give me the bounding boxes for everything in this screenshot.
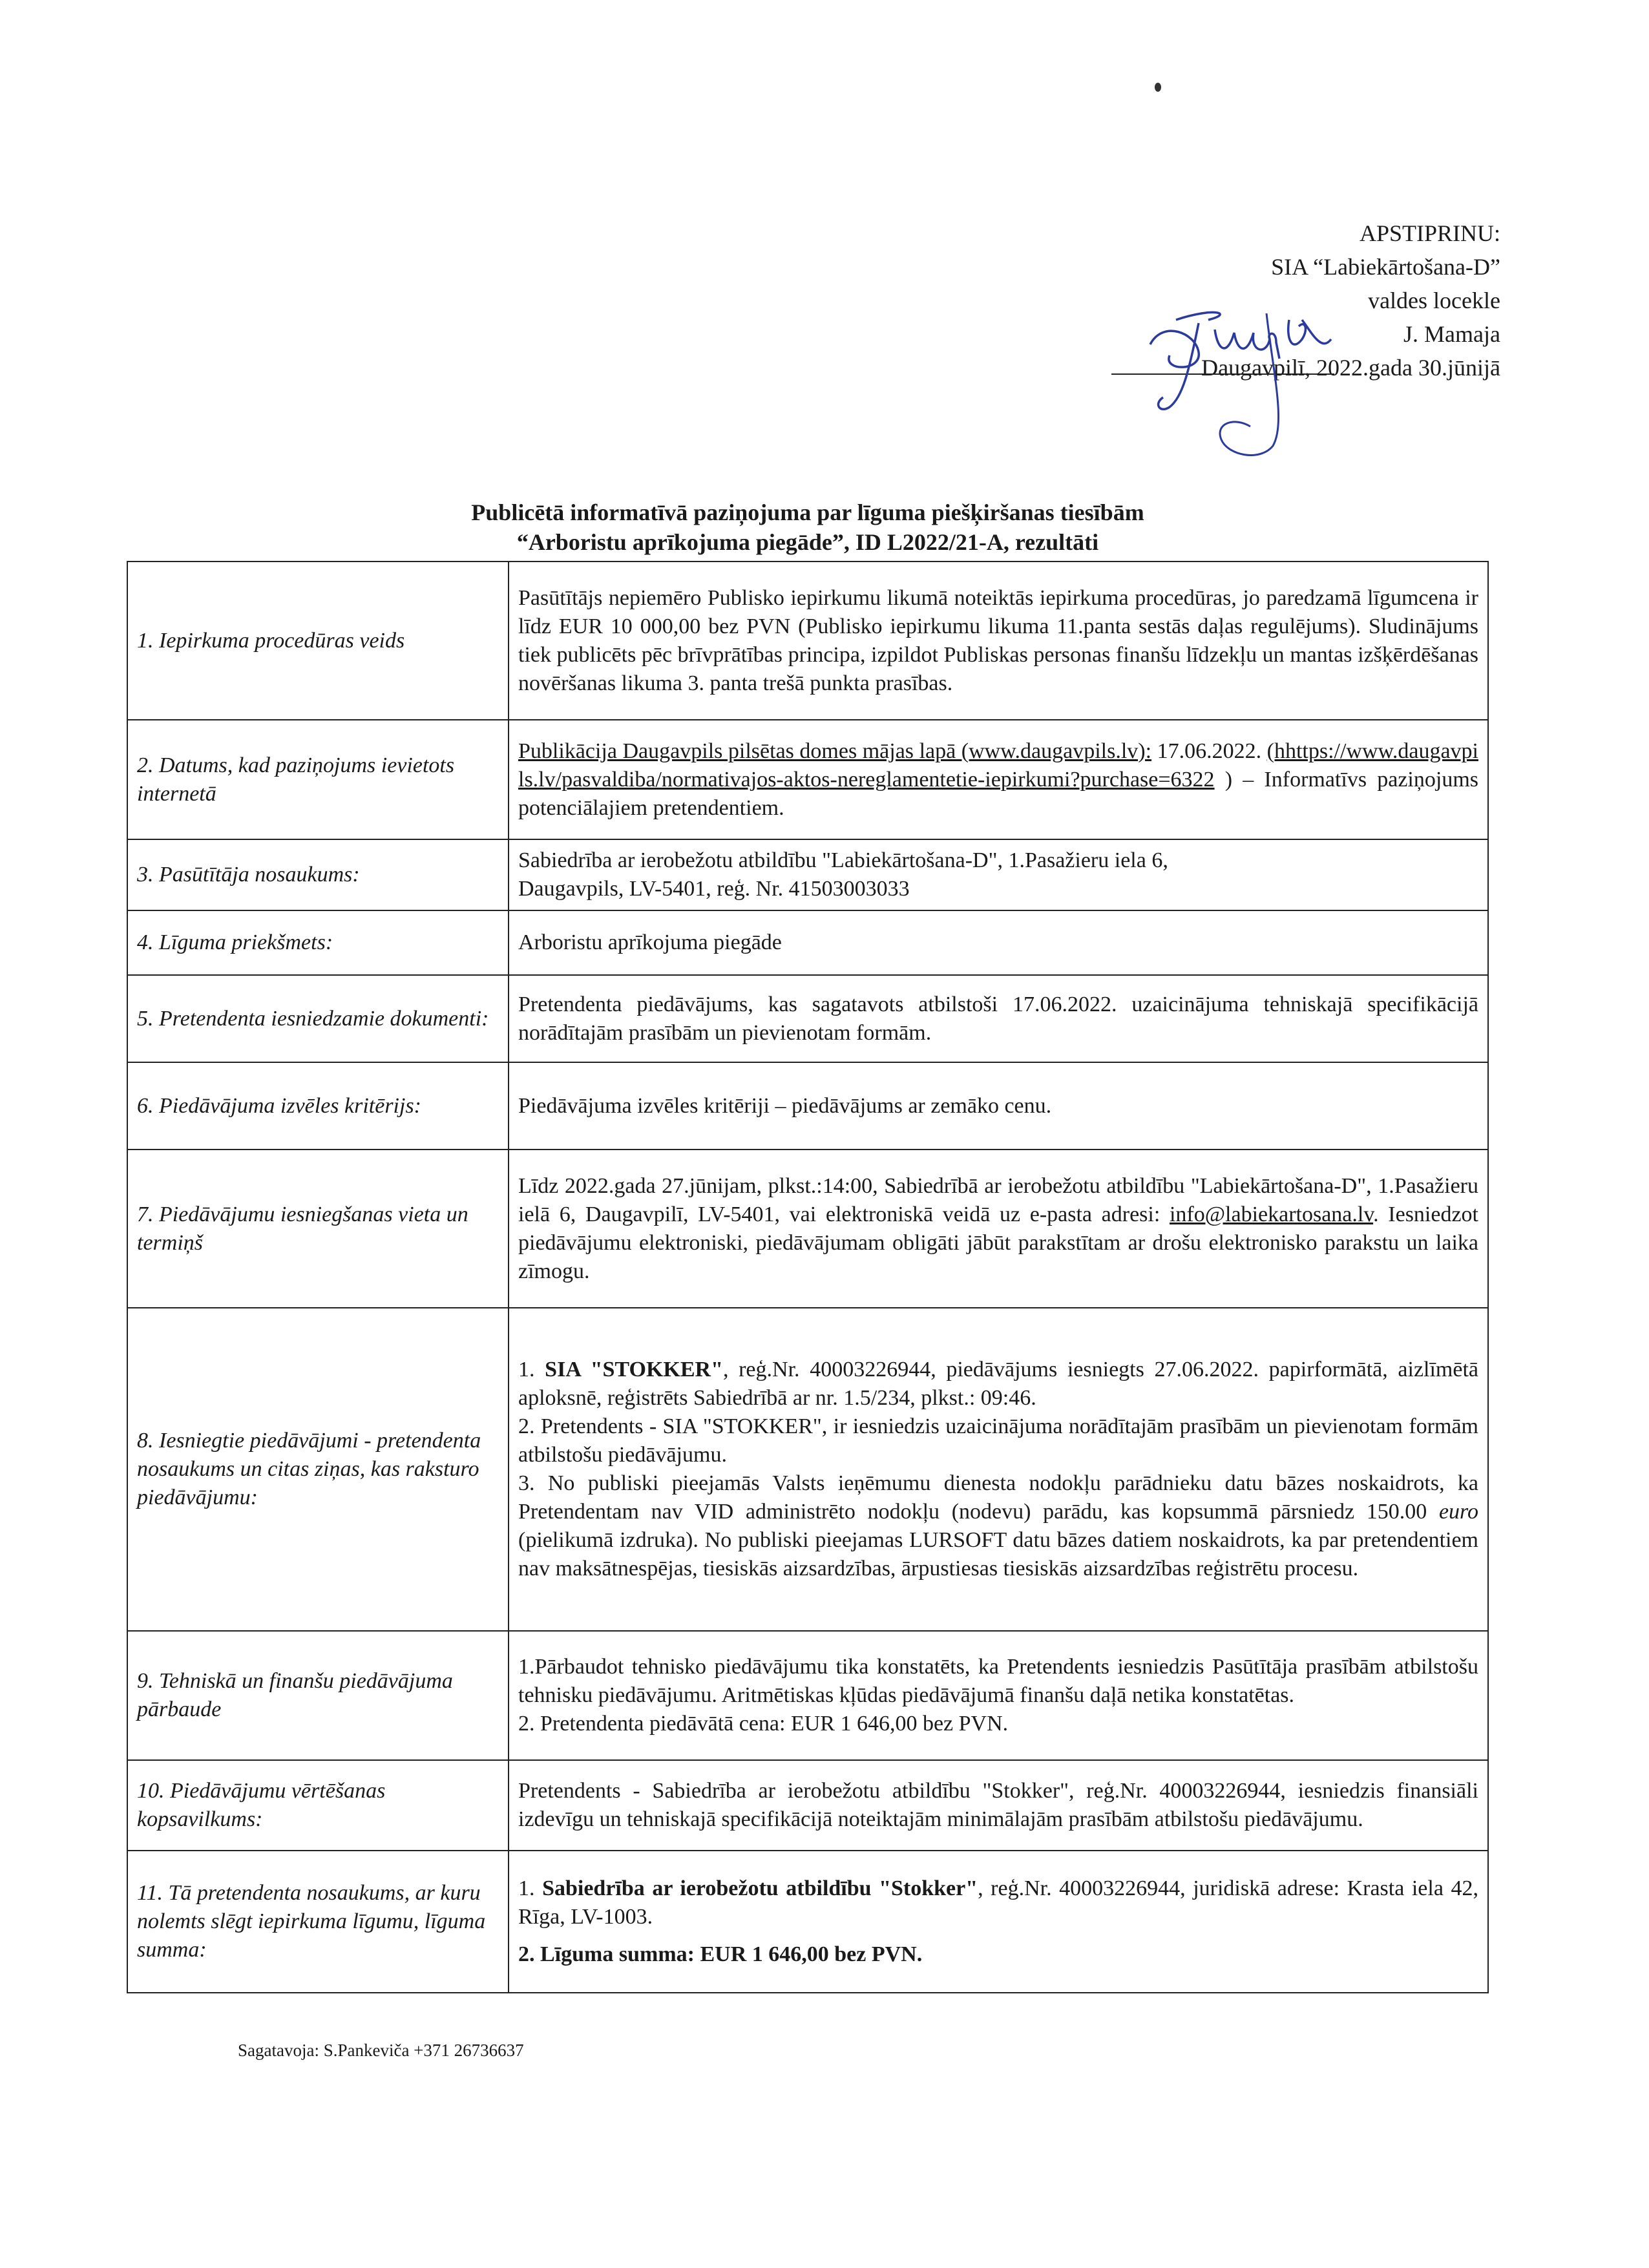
- table-row: [127, 562, 1488, 720]
- winner-details: , reģ.Nr. 40003226944, juridiskā adrese: Krasta iela 42, Rīga, LV-1003.: [518, 1876, 1478, 1929]
- prepared-by: Sagatavoja: S.Pankeviča +371 26736637: [238, 2041, 524, 2060]
- table-row: [127, 1150, 1488, 1308]
- bidder-name: SIA "STOKKER": [545, 1358, 723, 1381]
- row-value: Pretendents - Sabiedrība ar ierobežotu atbildību "Stokker", reģ.Nr. 40003226944, iesniedzis finansiāli izdevīgu un tehniskajā specifikācijā noteiktajām minimālajām prasībām atbilstošu piedāvājumu.: [509, 1760, 1488, 1851]
- row-value: Pretendenta piedāvājums, kas sagatavots atbilstoši 17.06.2022. uzaicinājuma tehniskajā specifikācijā norādītajām prasībām un pievienotam formām.: [509, 975, 1488, 1062]
- offer-item-3: [518, 1469, 1478, 1583]
- row-value: [509, 1631, 1488, 1760]
- deadline-text: Līdz 2022.gada 27.jūnijam, plkst.:14:00, Sabiedrībā ar ierobežotu atbildību "Labiekārtošana-D", 1.Pasažieru ielā 6, Daugavpilī, LV-5401, vai elektroniskā veidā uz e-pasta adresi:: [518, 1173, 1478, 1226]
- row-label: 8. Iesniegtie piedāvājumi - pretendenta nosaukums un citas ziņas, kas raksturo piedāvājumu:: [127, 1308, 509, 1631]
- table-row: [127, 1851, 1488, 1993]
- row-label: 11. Tā pretendenta nosaukums, ar kuru nolemts slēgt iepirkuma līgumu, līguma summa:: [127, 1851, 509, 1993]
- row-value: [509, 1308, 1488, 1631]
- deadline-text-end: . Iesniedzot piedāvājumu elektroniski, piedāvājumam obligāti jābūt parakstītam ar drošu elektronisko parakstu un laika zīmogu.: [518, 1202, 1479, 1283]
- offer-item-1: [518, 1356, 1478, 1412]
- row-label: 4. Līguma priekšmets:: [127, 910, 509, 975]
- results-table: [127, 561, 1489, 1993]
- contract-sum: 2. Līguma summa: EUR 1 646,00 bez PVN.: [518, 1942, 923, 1966]
- row-value: [509, 839, 1488, 910]
- row-value: [509, 720, 1488, 839]
- title-line-2: “Arboristu aprīkojuma piegāde”, ID L2022/21-A, rezultāti: [516, 529, 1099, 555]
- publication-date: 17.06.2022.: [1157, 739, 1262, 763]
- table-row: [127, 975, 1488, 1062]
- customer-line-1: Sabiedrība ar ierobežotu atbildību "Labiekārtošana-D", 1.Pasažieru iela 6,: [518, 848, 1168, 872]
- table-row: [127, 720, 1488, 839]
- publication-lead: Publikācija Daugavpils pilsētas domes mājas lapā (www.daugavpils.lv):: [518, 739, 1152, 763]
- tax-check: 3. No publiski pieejamās Valsts ieņēmumu dienesta nodokļu parādnieku datu bāzes noskaidrots, ka Pretendentam nav VID administrēto nodokļu (nodevu) parādu, kas kopsummā pārsniedz 150.00: [518, 1471, 1478, 1524]
- currency: euro: [1438, 1500, 1478, 1524]
- winner: [518, 1874, 1478, 1931]
- approval-position: valdes locekle: [1368, 288, 1500, 313]
- publication-link[interactable]: (hhttps://www.daugavpils.lv/pasvaldiba/normativajos-aktos-nereglamentetie-iepirkumi?purchase=6322: [518, 739, 1479, 792]
- approval-signer: J. Mamaja: [1403, 321, 1500, 347]
- row-value: [509, 1851, 1488, 1993]
- row-label: 3. Pasūtītāja nosaukums:: [127, 839, 509, 910]
- ink-dot: [1155, 83, 1161, 92]
- table-row: [127, 910, 1488, 975]
- table-row: [127, 1631, 1488, 1760]
- row-value: [509, 1150, 1488, 1308]
- row-label: 6. Piedāvājuma izvēles kritērijs:: [127, 1062, 509, 1150]
- row-label: 9. Tehniskā un finanšu piedāvājuma pārbaude: [127, 1631, 509, 1760]
- document-title: [129, 498, 1486, 557]
- row-label: 2. Datums, kad paziņojums ievietots internetā: [127, 720, 509, 839]
- winner-name: Sabiedrība ar ierobežotu atbildību "Stokker": [542, 1876, 978, 1900]
- row-label: 7. Piedāvājumu iesniegšanas vieta un termiņš: [127, 1150, 509, 1308]
- customer-line-2: Daugavpils, LV-5401, reģ. Nr. 41503003033: [518, 877, 910, 901]
- row-value: Pasūtītājs nepiemēro Publisko iepirkumu likumā noteiktās iepirkuma procedūras, jo paredzamā līgumcena ir līdz EUR 10 000,00 bez PVN (Publisko iepirkumu likuma 11.panta sestās daļas regulējums). Sludinājums tiek publicēts pēc brīvprātības principa, izpildot Publiskas personas finanšu līdzekļu un mantas izšķērdēšanas novēršanas likuma 3. panta trešā punkta prasības.: [509, 562, 1488, 720]
- handwritten-signature: [1137, 294, 1389, 481]
- offer-details: , reģ.Nr. 40003226944, piedāvājums iesniegts 27.06.2022. papirformātā, aizlīmētā aploksnē, reģistrēts Sabiedrībā ar nr. 1.5/234, plkst.: 09:46.: [518, 1358, 1478, 1410]
- item-number: 1.: [518, 1358, 545, 1381]
- table-row: [127, 1760, 1488, 1851]
- offered-price: 2. Pretendenta piedāvātā cena: EUR 1 646,00 bez PVN.: [518, 1712, 1009, 1736]
- approval-date: Daugavpilī, 2022.gada 30.jūnijā: [1201, 355, 1500, 381]
- row-value: Piedāvājuma izvēles kritēriji – piedāvājums ar zemāko cenu.: [509, 1062, 1488, 1150]
- row-label: 1. Iepirkuma procedūras veids: [127, 562, 509, 720]
- table-row: [127, 1308, 1488, 1631]
- item-number: 1.: [518, 1876, 543, 1900]
- email-link[interactable]: info@labiekartosana.lv: [1169, 1202, 1374, 1226]
- table-row: [127, 1062, 1488, 1150]
- row-value: Arboristu aprīkojuma piegāde: [509, 910, 1488, 975]
- approval-company: SIA “Labiekārtošana-D”: [1271, 254, 1500, 280]
- offer-item-2: 2. Pretendents - SIA "STOKKER", ir iesniedzis uzaicinājuma norādītajām prasībām un pievienotam formām atbilstošu piedāvājumu.: [518, 1414, 1478, 1467]
- check-result: 1.Pārbaudot tehnisko piedāvājumu tika konstatēts, ka Pretendents iesniedzis Pasūtītāja prasībām atbilstošu tehnisku piedāvājumu. Aritmētiskas kļūdas piedāvājumā finanšu daļā netika konstatētas.: [518, 1655, 1478, 1707]
- row-label: 10. Piedāvājumu vērtēšanas kopsavilkums:: [127, 1760, 509, 1851]
- table-row: [127, 839, 1488, 910]
- row-label: 5. Pretendenta iesniedzamie dokumenti:: [127, 975, 509, 1062]
- publication-tail: ) – Informatīvs paziņojums potenciālajiem pretendentiem.: [518, 767, 1478, 820]
- tax-check-end: (pielikumā izdruka). No publiski pieejamas LURSOFT datu bāzes datiem noskaidrots, ka par pretendentiem nav maksātnespējas, tiesiskās aizsardzības, ārpustiesas tiesiskās aizsardzības reģistrētu procesu.: [518, 1528, 1478, 1580]
- title-line-1: Publicētā informatīvā paziņojuma par līguma piešķiršanas tiesībām: [471, 499, 1144, 525]
- approval-heading: APSTIPRINU:: [1359, 220, 1500, 246]
